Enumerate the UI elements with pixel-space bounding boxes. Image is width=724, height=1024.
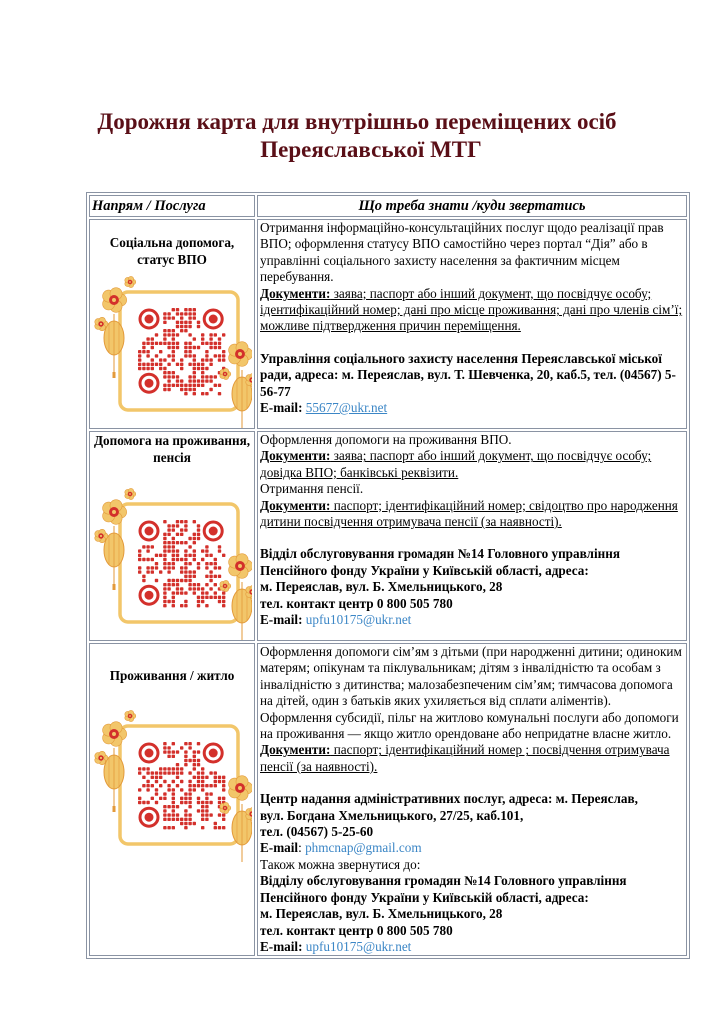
service-cell [89,219,255,429]
flower-icon [103,288,127,313]
info-cell [257,643,687,956]
header-info: Що треба знати /куди звертатись [257,195,687,217]
documents-label: Документи: [260,497,331,513]
office-line: Центр надання адміністративних послуг, адреса: м. Переяслав, [260,791,638,807]
service-name: Проживання / житло [109,668,235,684]
qr-code-icon[interactable] [92,702,252,862]
roadmap-table [86,192,690,959]
title-line-2: Переяславської МТГ [260,137,482,162]
table-row [89,431,687,641]
email-label: E-mail: [260,612,303,628]
office-line: м. Переяслав, вул. Б. Хмельницького, 28 [260,906,503,922]
documents-list: паспорт; ідентифікаційний номер ; посвідчення отримувача пенсії (за наявності). [260,742,670,774]
info-intro-2: Отримання пенсії. [260,481,364,497]
email-separator: : [298,840,306,856]
email-label: E-mail [260,840,299,856]
flower-icon [246,373,252,386]
email-label: E-mail: [260,400,303,416]
email-link[interactable]: upfu10175@ukr.net [305,612,412,628]
flower-icon [125,276,136,287]
flower-icon [220,580,231,591]
office-line: тел. контакт центр 0 800 505 780 [260,922,453,938]
flower-icon [103,722,127,747]
documents-list: заява; паспорт або інший документ, що посвідчує особу; довідка ВПО; банківські реквізити. [260,448,652,480]
info-cell [257,219,687,429]
page-title [0,108,724,164]
email-link[interactable]: 55677@ukr.net [305,400,388,416]
flower-icon [246,807,252,820]
flower-icon [229,554,252,579]
service-cell [89,431,255,641]
documents-list: заява; паспорт або інший документ, що посвідчує особу; ідентифікаційний номер; дані про місце проживання; дані про членів сім’ї; можливе підтвердження причин переміщення. [260,285,683,334]
office-line: тел. контакт центр 0 800 505 780 [260,595,453,611]
header-service: Напрям / Послуга [89,195,255,217]
qr-code-icon[interactable] [92,268,252,428]
info-cell [257,431,687,641]
info-intro: Отримання інформаційно-консультаційних послуг щодо реалізації прав ВПО; оформлення статусу ВПО самостійно через портал “Дія” або в управлінні соціального захисту населення за фактичним місцем перебування. [260,220,664,285]
flower-icon [220,803,231,814]
documents-list: паспорт; ідентифікаційний номер; свідоцтво про народження дитини посвідчення отримувача пенсії (за наявності). [260,497,678,530]
flower-icon [125,711,136,722]
flower-icon [246,585,252,598]
info-intro: Оформлення допомоги на проживання ВПО. [260,432,512,447]
office-line: Пенсійного фонду України у Київській області, адреса: [260,889,589,905]
qr-code-icon[interactable] [92,480,252,640]
office-line: м. Переяслав, вул. Б. Хмельницького, 28 [260,579,503,595]
service-name: Соціальна допомога, статус ВПО [109,235,235,267]
email-link[interactable]: phmcnap@gmail.com [305,840,422,856]
office-line: Пенсійного фонду України у Київській області, адреса: [260,562,589,578]
info-intro: Оформлення допомоги сім’ям з дітьми (при народженні дитини; одиноким матерям; опікунам та піклувальникам; дітям з інвалідністю та особам з інвалідністю з дитинства; малозабезпеченим сім’ям; тимчасова допомога на дітей, один з батьків яких ухиляється від сплати аліментів). [260,644,682,709]
office-line: Відділу обслуговування громадян №14 Головного управління [260,873,627,889]
flower-icon [229,776,252,801]
info-intro-2: Оформлення субсидії, пільг на житлово комунальні послуги або допомоги на проживання — якщо житло орендоване або непридатне власне житло. [260,709,679,742]
office-line: тел. (04567) 5-25-60 [260,824,374,840]
office-line: Відділ обслуговування громадян №14 Головного управління [260,546,620,562]
documents-label: Документи: [260,448,331,464]
office-address: Управління соціального захисту населення Переяславської міської ради, адреса: м. Переяслав, вул. Т. Шевченка, 20, каб.5, тел. (04567) 5-56-77 [260,350,676,399]
service-cell [89,643,255,956]
service-name: Допомога на проживання, пенсія [93,433,251,465]
documents-label: Документи: [260,285,331,301]
email-link[interactable]: upfu10175@ukr.net [305,938,412,954]
table-header-row [89,195,687,217]
flower-icon [220,368,231,379]
table-row [89,643,687,956]
flower-icon [125,488,136,499]
flower-icon [103,500,127,525]
title-line-1: Дорожня карта для внутрішньо переміщених осіб [97,109,617,134]
flower-icon [229,342,252,367]
documents-label: Документи: [260,742,331,758]
email-label: E-mail: [260,938,303,954]
office-line: вул. Богдана Хмельницького, 27/25, каб.101, [260,807,524,823]
table-row [89,219,687,429]
also-contact: Також можна звернутися до: [260,856,421,872]
